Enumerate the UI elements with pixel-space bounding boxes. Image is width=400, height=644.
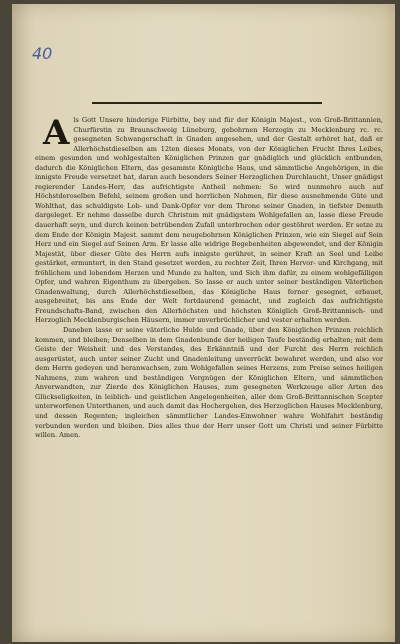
drop-cap-initial: A <box>43 113 70 153</box>
paragraph-1-text: ls Gott Unsere hinderige Fürbitte, bey und für der Königin Majest., von Groß-Brittannien, Churfürstin zu Braunschweig Lüneburg, gebohrnen Herzogin zu Mecklenburg rc. rc. gesegneten Schwangerschaft in Gnaden angesehen, und der Gestalt erhöret hat, daß er Allerhöchstdieselben am 12ten dieses Monats, von der Königlichen Frucht Ihres Leibes, einem gesunden und wohlgestalten Königlichen Prinzen gar gnädiglich und glücklich entbunden, dadurch die Königlichen Eltern, das gesammte Königliche Haus, und sämmtliche Angehörigen, in die innigste Freude versetzet hat, daran auch besonders Seiner Herzoglichen Durchlaucht, Unser gnädigst regierender Landes-Herr, das aufrichtigste Antheil nehmen: So wird nunmehro auch auf Höchstderoselben Befehl, seinem großen und herrlichen Nahmen, für diese ausnehmende Güte und Wohlthat, das schuldigste Lob- und Dank-Opfer vor dem Throne seiner Gnaden, in tiefster Demuth dargeleget. Er nehme dasselbe durch Christum mit gnädigstem Wohlgefallen an, lasse diese Freude dauerhaft seyn, und durch keinen betrübenden Zufall unterbrochen oder gestöhret werden. Er setze zu dem Ende der Königin Majest. sammt dem neugebohrnen Königlichen Prinzen, wie ein Siegel auf Sein Herz und ein Siegel auf Seinen Arm. Er lasse alle widrige Begebenheiten abgewendet, und der Königin Majestät, über dieser Güte des Herrn aufs innigste gerühret, in seiner Kraft an Seel und Leibe gestärket, ermuntert, in den Stand gesetzet werden, zu rechter Zeit, Ihren Hervor- und Kirchgang, mit fröhlichem und lobendem Herzen und Munde zu halten, und Sich ihm dafür, zu einem wohlgefälligen Opfer, und wahren Eigenthum zu übergeben. So lasse er auch unter seiner beständigen Väterlichen Gnadenwaltung, durch Allerhöchstdieselben, das Königliche Haus ferner gesegnet, erbauet, ausgebreitet, bis ans Ende der Welt fortdaurend gemacht, und zugleich das aufrichtigste Freundschafts-Band, zwischen den Allerhöchsten und höchsten Königlich Groß-Brittannisch- und Herzoglich Mecklenburgischen Häusern, immer unverbrüchlicher und vester erhalten werden. <box>35 116 383 325</box>
paragraph-2-text: Daneben lasse er seine väterliche Hulde und Gnade, über den Königlichen Prinzen reichlich kommen, und bleiben; Denselben in dem Gnadenbunde der heiligen Taufe beständig erhalten; mit dem Geiste der Weisheit und des Verstandes, des Erkänntniß und der Furcht des Herrn reichlich ausgerüstet, auch unter seiner Zucht und Gnadenleitung unverrückt bewahret werden, und also vor dem Herrn gedeyen und heranwachsen, zum Wohlgefallen seines Herzens, zum Preise seines heiligen Nahmens, zum wahren und beständigen Vergnügen der Königlichen Eltern, und sämmtlichen Anverwandten, zur Zierde des Königlichen Hauses, zum gesegneten Werkzeuge aller Arten des Glückseligkeiten, in leiblich- und geistlichen Angelegenheiten, aller dem Groß-Brittannischen Scepter unterworfenen Unterthanen, und auch damit das Hochergehen, des Herzoglichen Hauses Mecklenburg, und dessen Regenten; ingleichen sämmtlicher Landes-Einwohner wahre Wohlfahrt beständig verbunden werden und bleiben. Dies alles thue der Herr unser Gott um Christi und seiner Fürbitte willen. Amen. <box>35 326 383 440</box>
paragraph-2 <box>35 326 383 441</box>
page-number: 40 <box>32 44 53 63</box>
document-body <box>35 113 383 441</box>
header-rule <box>92 102 322 104</box>
document-page <box>12 4 395 642</box>
paragraph-1 <box>35 113 383 326</box>
